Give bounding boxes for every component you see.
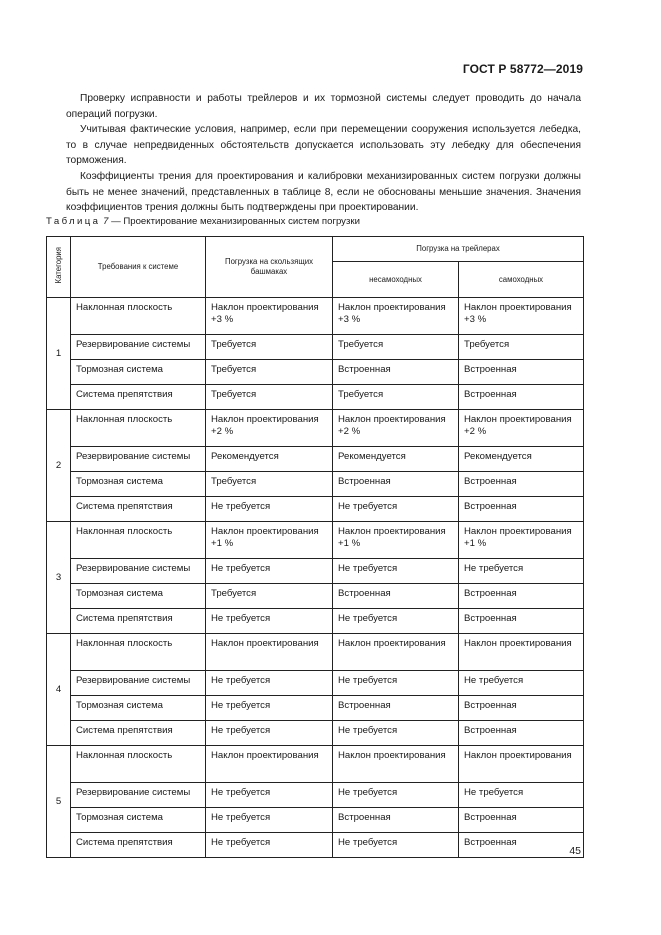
table-row <box>47 447 584 472</box>
table-cell: Наклон проектирования +2 % <box>333 410 459 447</box>
table-cell: Рекомендуется <box>459 447 584 472</box>
table-row <box>47 783 584 808</box>
table-cell: Не требуется <box>459 559 584 584</box>
table-caption-label: Таблица <box>46 216 101 227</box>
table-cell: Встроенная <box>459 833 584 858</box>
table-cell: Встроенная <box>459 696 584 721</box>
table-cell: Наклон проектирования <box>459 746 584 783</box>
table-cell: Не требуется <box>206 696 333 721</box>
category-cell: 5 <box>47 746 71 858</box>
table-row <box>47 335 584 360</box>
table-cell: Встроенная <box>459 721 584 746</box>
table-cell: Не требуется <box>459 783 584 808</box>
table-cell: Не требуется <box>333 497 459 522</box>
body-text <box>66 91 581 216</box>
table-cell: Встроенная <box>459 497 584 522</box>
table-cell: Требуется <box>206 584 333 609</box>
table-cell: Тормозная система <box>71 584 206 609</box>
table-row <box>47 385 584 410</box>
table-row <box>47 410 584 447</box>
table-cell: Резервирование системы <box>71 447 206 472</box>
table-cell: Тормозная система <box>71 808 206 833</box>
table-cell: Наклонная плоскость <box>71 298 206 335</box>
table-cell: Наклон проектирования +2 % <box>459 410 584 447</box>
table-row <box>47 721 584 746</box>
category-cell: 2 <box>47 410 71 522</box>
table-cell: Не требуется <box>206 808 333 833</box>
table-cell: Система препятствия <box>71 385 206 410</box>
table-cell: Встроенная <box>333 584 459 609</box>
table-cell: Встроенная <box>459 385 584 410</box>
table-row <box>47 833 584 858</box>
table-cell: Не требуется <box>333 721 459 746</box>
header-sliding: Погрузка на скользящих башмаках <box>206 237 333 298</box>
table-cell: Наклон проектирования <box>459 634 584 671</box>
table-cell: Резервирование системы <box>71 335 206 360</box>
table-row <box>47 609 584 634</box>
table-cell: Требуется <box>206 360 333 385</box>
table-cell: Система препятствия <box>71 721 206 746</box>
table-cell: Наклон проектирования +1 % <box>206 522 333 559</box>
table-cell: Не требуется <box>333 609 459 634</box>
table-cell: Наклон проектирования <box>333 746 459 783</box>
table-caption-text: — Проектирование механизированных систем погрузки <box>108 216 360 227</box>
header-category <box>47 237 71 298</box>
header-category-label: Категория <box>53 247 63 284</box>
table-cell: Наклон проектирования <box>206 634 333 671</box>
table-cell: Наклонная плоскость <box>71 634 206 671</box>
table-cell: Встроенная <box>459 472 584 497</box>
table-cell: Наклон проектирования <box>333 634 459 671</box>
table-cell: Система препятствия <box>71 833 206 858</box>
table-cell: Требуется <box>206 385 333 410</box>
table-cell: Требуется <box>333 385 459 410</box>
table-cell: Резервирование системы <box>71 783 206 808</box>
table-row <box>47 298 584 335</box>
table-cell: Резервирование системы <box>71 559 206 584</box>
table-row <box>47 584 584 609</box>
category-cell: 4 <box>47 634 71 746</box>
table-cell: Наклон проектирования +3 % <box>206 298 333 335</box>
paragraph: Коэффициенты трения для проектирования и калибровки механизированных систем погрузки должны быть не менее значений, представленных в таблице 8, если не обоснованы меньшие значения. Значения коэффициентов трения должны быть подтверждены при проектировании. <box>66 170 581 214</box>
table-row <box>47 746 584 783</box>
table-cell: Наклон проектирования +3 % <box>459 298 584 335</box>
table-cell: Не требуется <box>333 833 459 858</box>
table-row <box>47 696 584 721</box>
table-cell: Система препятствия <box>71 497 206 522</box>
table-cell: Не требуется <box>459 671 584 696</box>
header-trailers: Погрузка на трейлерах <box>333 237 584 262</box>
header-nonself: несамоходных <box>333 262 459 298</box>
paragraph: Проверку исправности и работы трейлеров и их тормозной системы следует проводить до начала операций погрузки. <box>66 93 581 120</box>
table-cell: Встроенная <box>333 472 459 497</box>
table-cell: Встроенная <box>333 696 459 721</box>
table-cell: Не требуется <box>206 671 333 696</box>
table-cell: Встроенная <box>333 808 459 833</box>
table-body <box>47 298 584 858</box>
table-cell: Не требуется <box>333 783 459 808</box>
table-cell: Наклон проектирования +1 % <box>333 522 459 559</box>
paragraph: Учитывая фактические условия, например, если при перемещении сооружения используется лебедка, то в случае непредвиденных обстоятельств допускается использовать эту лебедку для обеспечения торможения. <box>66 124 581 167</box>
table-cell: Не требуется <box>206 559 333 584</box>
table-cell: Тормозная система <box>71 696 206 721</box>
table-cell: Система препятствия <box>71 609 206 634</box>
table-cell: Рекомендуется <box>206 447 333 472</box>
document-code: ГОСТ Р 58772—2019 <box>462 62 583 76</box>
table-cell: Требуется <box>333 335 459 360</box>
table-cell: Не требуется <box>206 609 333 634</box>
table-cell: Встроенная <box>459 808 584 833</box>
table-cell: Не требуется <box>333 671 459 696</box>
table-cell: Встроенная <box>333 360 459 385</box>
table-row <box>47 634 584 671</box>
header-self: самоходных <box>459 262 584 298</box>
table-row <box>47 559 584 584</box>
table-row <box>47 808 584 833</box>
table-cell: Встроенная <box>459 584 584 609</box>
table-row <box>47 360 584 385</box>
table-cell: Не требуется <box>206 833 333 858</box>
table-cell: Требуется <box>206 472 333 497</box>
table-cell: Не требуется <box>206 783 333 808</box>
table-cell: Встроенная <box>459 609 584 634</box>
page-number: 45 <box>569 845 581 857</box>
requirements-table <box>46 236 584 858</box>
table-cell: Наклонная плоскость <box>71 522 206 559</box>
table-cell: Не требуется <box>206 497 333 522</box>
table-cell: Наклонная плоскость <box>71 746 206 783</box>
table-cell: Тормозная система <box>71 360 206 385</box>
table-cell: Рекомендуется <box>333 447 459 472</box>
table-cell: Резервирование системы <box>71 671 206 696</box>
table-caption <box>46 216 360 227</box>
table-cell: Встроенная <box>459 360 584 385</box>
category-cell: 3 <box>47 522 71 634</box>
table-cell: Не требуется <box>333 559 459 584</box>
table-row <box>47 522 584 559</box>
table-row <box>47 497 584 522</box>
table-cell: Наклонная плоскость <box>71 410 206 447</box>
table-caption-number: 7 <box>103 216 109 227</box>
table-cell: Требуется <box>206 335 333 360</box>
table-cell: Тормозная система <box>71 472 206 497</box>
table-cell: Наклон проектирования <box>206 746 333 783</box>
table-cell: Наклон проектирования +3 % <box>333 298 459 335</box>
header-requirements: Требования к системе <box>71 237 206 298</box>
category-cell: 1 <box>47 298 71 410</box>
table-cell: Требуется <box>459 335 584 360</box>
table-cell: Не требуется <box>206 721 333 746</box>
table-cell: Наклон проектирования +1 % <box>459 522 584 559</box>
table-row <box>47 671 584 696</box>
table-cell: Наклон проектирования +2 % <box>206 410 333 447</box>
table-row <box>47 472 584 497</box>
